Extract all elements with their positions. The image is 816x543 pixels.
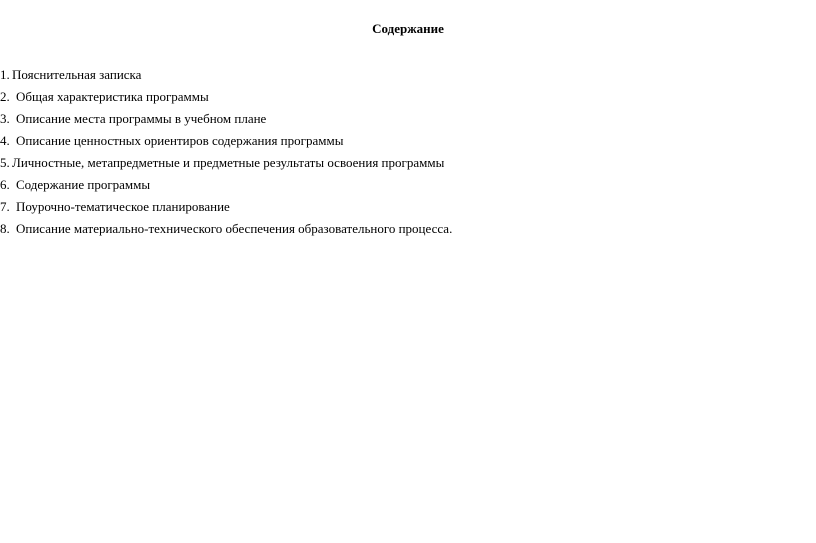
toc-item-text: Содержание программы [16,177,151,192]
toc-item-text: Описание ценностных ориентиров содержания программы [16,133,344,148]
toc-item-number: 1. [0,67,10,82]
toc-item-8 [0,218,452,240]
toc-item-number: 8. [0,221,10,236]
toc-item-number: 6. [0,177,10,192]
toc-item-2 [0,86,452,108]
toc-item-7 [0,196,452,218]
toc-item-text: Описание материально-технического обеспечения образовательного процесса. [16,221,453,236]
document-title: Содержание [372,21,444,36]
toc-item-text: Личностные, метапредметные и предметные результаты освоения программы [12,155,445,170]
toc-item-number: 3. [0,111,10,126]
toc-item-number: 5. [0,155,10,170]
table-of-contents [0,64,452,240]
toc-item-number: 2. [0,89,10,104]
toc-item-3 [0,108,452,130]
toc-item-number: 4. [0,133,10,148]
toc-item-text: Поурочно-тематическое планирование [16,199,230,214]
toc-item-number: 7. [0,199,10,214]
toc-item-text: Описание места программы в учебном плане [16,111,267,126]
toc-item-6 [0,174,452,196]
toc-item-text: Пояснительная записка [12,67,142,82]
toc-item-1 [0,64,452,86]
toc-item-text: Общая характеристика программы [16,89,209,104]
toc-item-4 [0,130,452,152]
toc-item-5 [0,152,452,174]
